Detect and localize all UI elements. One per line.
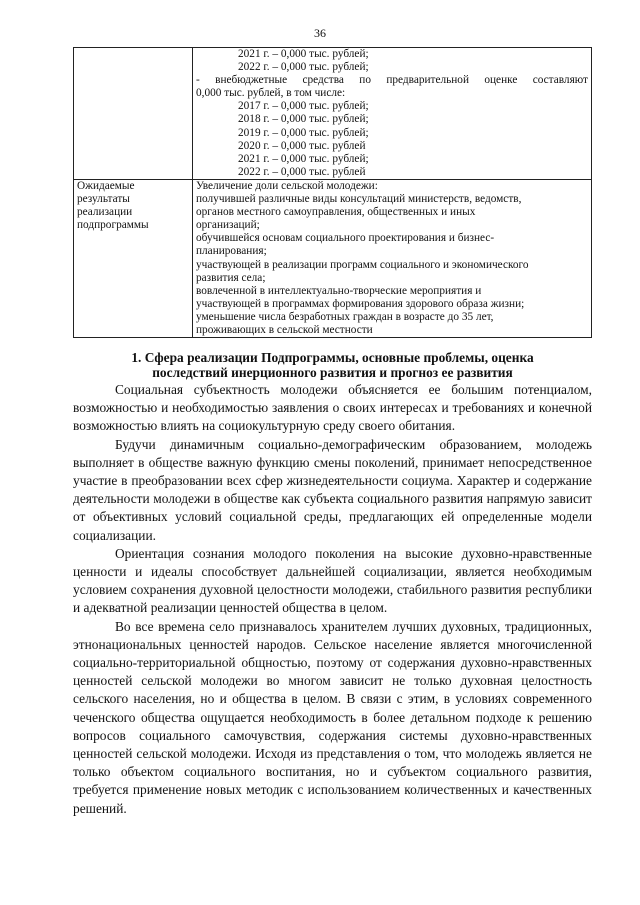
- funding-line: 2020 г. – 0,000 тыс. рублей: [238, 139, 366, 152]
- funding-line: 2021 г. – 0,000 тыс. рублей;: [238, 48, 369, 60]
- section-heading: [73, 350, 592, 380]
- funding-line: 2021 г. – 0,000 тыс. рублей;: [238, 152, 369, 165]
- funding-row: [74, 48, 592, 180]
- body-paragraph: Социальная субъектность молодежи объясняется ее большим потенциалом, возможностью и необходимостью заявления о своих интересах и требованиях и конечной возможностью влиять на социокультурную среду своего обитания.: [73, 382, 592, 434]
- results-line: проживающих в сельской местности: [196, 323, 373, 336]
- funding-line: 2019 г. – 0,000 тыс. рублей;: [238, 126, 369, 139]
- results-label-cell: [74, 179, 193, 337]
- section-heading-line: последствий инерционного развития и прогноз ее развития: [152, 365, 513, 380]
- results-line: получившей различные виды консультаций министерств, ведомств,: [196, 193, 522, 206]
- results-line: участвующей в реализации программ социального и экономического: [196, 258, 529, 271]
- body-paragraph: Будучи динамичным социально-демографическим образованием, молодежь выполняет в обществе важную функцию смены поколений, принимает непосредственное участие в преобразовании всех сфер жизнедеятельности социума. Характер и содержание деятельности молодежи в обществе как субъекта социального развития напрямую зависит от объективных условий социальной среды, предлагающих ей определенные модели социализации.: [73, 436, 592, 543]
- results-label-line: Ожидаемые: [77, 179, 135, 192]
- section-heading-line: 1. Сфера реализации Подпрограммы, основные проблемы, оценка: [131, 350, 534, 365]
- funding-line: 2022 г. – 0,000 тыс. рублей: [238, 165, 366, 178]
- funding-line: 2018 г. – 0,000 тыс. рублей;: [238, 113, 369, 126]
- results-line: уменьшение числа безработных граждан в возрасте до 35 лет,: [196, 310, 494, 323]
- results-line: планирования;: [196, 245, 267, 258]
- results-line: вовлеченной в интеллектуально-творческие мероприятия и: [196, 284, 482, 297]
- subprogram-passport-table: [73, 47, 592, 338]
- results-label-line: подпрограммы: [77, 219, 149, 232]
- funding-value-cell: [193, 48, 592, 180]
- body-paragraph: Во все времена село признавалось хранителем лучших духовных, традиционных, этнонациональных ценностей народов. Сельское население является многочисленной социально-территориальной общностью, поэтому от содержания духовно-нравственных ценностей сельской молодежи во многом зависит не только духовная целостность сельского населения, но и общества в целом. В связи с этим, в условиях современного чеченского общества ощущается необходимость в более детальном подходе к решению вопросов социального самочувствия, содержания системы духовно-нравственных ценностей сельской молодежи. Исходя из представления о том, что молодежь является не только объектом социального воспитания, но и субъектом социального развития, требуется применение новых методик с использованием количественных и качественных решений.: [73, 618, 592, 816]
- funding-line: - внебюджетные средства по предварительной оценке составляют: [196, 74, 588, 87]
- results-line: органов местного самоуправления, общественных и иных: [196, 206, 476, 219]
- results-line: участвующей в программах формирования здорового образа жизни;: [196, 297, 525, 310]
- funding-label-cell: [74, 48, 193, 180]
- page-number: 36: [314, 26, 326, 40]
- results-label-line: реализации: [77, 206, 133, 219]
- funding-line: 0,000 тыс. рублей, в том числе:: [196, 87, 346, 100]
- body-paragraph: Ориентация сознания молодого поколения на высокие духовно-нравственные ценности и идеалы способствует дальнейшей социализации, является необходимым условием сохранения духовной целостности молодежи, стабильного развития республики и адекватной реализации ценностей общества в целом.: [73, 545, 592, 616]
- results-line: развития села;: [196, 271, 266, 284]
- results-line: Увеличение доли сельской молодежи:: [196, 179, 378, 192]
- results-line: организаций;: [196, 219, 260, 232]
- section-body: [73, 381, 592, 818]
- results-value-cell: [193, 179, 592, 337]
- funding-line: 2017 г. – 0,000 тыс. рублей;: [238, 100, 369, 113]
- results-row: [74, 179, 592, 337]
- results-label-line: результаты: [77, 193, 130, 206]
- funding-line: 2022 г. – 0,000 тыс. рублей;: [238, 61, 369, 74]
- results-line: обучившейся основам социального проектирования и бизнес-: [196, 232, 495, 245]
